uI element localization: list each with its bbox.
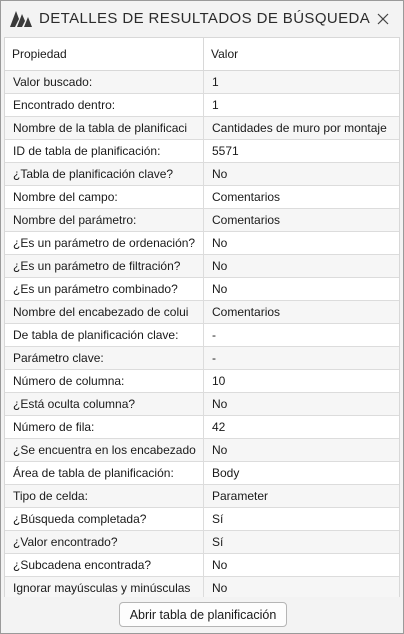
- property-cell: ¿Valor encontrado?: [5, 531, 204, 553]
- property-cell: De tabla de planificación clave:: [5, 324, 204, 346]
- property-cell: Número de fila:: [5, 416, 204, 438]
- table-row[interactable]: [5, 531, 399, 554]
- property-cell: ¿Subcadena encontrada?: [5, 554, 204, 576]
- table-row[interactable]: [5, 209, 399, 232]
- value-cell: 1: [212, 98, 219, 112]
- value-cell: Comentarios: [212, 305, 281, 319]
- table-row[interactable]: [5, 439, 399, 462]
- value-cell: No: [212, 581, 228, 595]
- table-row[interactable]: [5, 232, 399, 255]
- value-cell: -: [212, 351, 216, 365]
- value-cell: Cantidades de muro por montaje: [212, 121, 387, 135]
- value-cell: 10: [212, 374, 226, 388]
- table-row[interactable]: [5, 554, 399, 577]
- table-row[interactable]: [5, 508, 399, 531]
- title-bar[interactable]: [1, 1, 403, 37]
- table-row[interactable]: [5, 462, 399, 485]
- property-cell: ¿Tabla de planificación clave?: [5, 163, 204, 185]
- table-row[interactable]: [5, 393, 399, 416]
- property-cell: ¿Se encuentra en los encabezado: [5, 439, 204, 461]
- property-cell: Área de tabla de planificación:: [5, 462, 204, 484]
- table-header: [5, 38, 399, 71]
- close-icon: [377, 13, 389, 25]
- column-header-property[interactable]: Propiedad: [5, 38, 204, 70]
- window-title: DETALLES DE RESULTADOS DE BÚSQUEDA: [39, 10, 371, 27]
- value-cell: -: [212, 328, 216, 342]
- value-cell: Body: [212, 466, 240, 480]
- property-cell: Nombre de la tabla de planificaci: [5, 117, 204, 139]
- property-cell: ¿Es un parámetro de filtración?: [5, 255, 204, 277]
- table-row[interactable]: [5, 416, 399, 439]
- column-header-value[interactable]: Valor: [211, 47, 239, 61]
- property-cell: ¿Es un parámetro de ordenación?: [5, 232, 204, 254]
- property-cell: ¿Búsqueda completada?: [5, 508, 204, 530]
- footer-bar: [1, 597, 403, 633]
- value-cell: No: [212, 259, 228, 273]
- property-cell: Encontrado dentro:: [5, 94, 204, 116]
- value-cell: No: [212, 558, 228, 572]
- value-cell: Sí: [212, 535, 224, 549]
- property-cell: Parámetro clave:: [5, 347, 204, 369]
- property-cell: ID de tabla de planificación:: [5, 140, 204, 162]
- table-row[interactable]: [5, 186, 399, 209]
- property-cell: Número de columna:: [5, 370, 204, 392]
- open-schedule-button[interactable]: Abrir tabla de planificación: [119, 602, 287, 627]
- value-cell: No: [212, 282, 228, 296]
- value-cell: 1: [212, 75, 219, 89]
- value-cell: Parameter: [212, 489, 269, 503]
- table-row[interactable]: [5, 71, 399, 94]
- value-cell: No: [212, 236, 228, 250]
- table-row[interactable]: [5, 140, 399, 163]
- value-cell: Sí: [212, 512, 224, 526]
- table-row[interactable]: [5, 347, 399, 370]
- table-row[interactable]: [5, 485, 399, 508]
- table-row[interactable]: [5, 117, 399, 140]
- table-body: [5, 71, 399, 600]
- table-row[interactable]: [5, 163, 399, 186]
- property-cell: Nombre del parámetro:: [5, 209, 204, 231]
- table-row[interactable]: [5, 255, 399, 278]
- app-logo-icon: [10, 11, 32, 27]
- property-cell: ¿Es un parámetro combinado?: [5, 278, 204, 300]
- property-cell: Tipo de celda:: [5, 485, 204, 507]
- value-cell: Comentarios: [212, 190, 281, 204]
- property-cell: Nombre del campo:: [5, 186, 204, 208]
- table-row[interactable]: [5, 301, 399, 324]
- property-cell: Valor buscado:: [5, 71, 204, 93]
- value-cell: 42: [212, 420, 226, 434]
- property-cell: Ignorar mayúsculas y minúsculas: [5, 577, 204, 599]
- value-cell: 5571: [212, 144, 239, 158]
- table-row[interactable]: [5, 94, 399, 117]
- close-button[interactable]: [373, 9, 393, 29]
- table-row[interactable]: [5, 278, 399, 301]
- value-cell: Comentarios: [212, 213, 281, 227]
- property-cell: Nombre del encabezado de colui: [5, 301, 204, 323]
- table-row[interactable]: [5, 324, 399, 347]
- value-cell: No: [212, 443, 228, 457]
- table-row[interactable]: [5, 370, 399, 393]
- properties-table: [4, 37, 400, 601]
- value-cell: No: [212, 397, 228, 411]
- value-cell: No: [212, 167, 228, 181]
- property-cell: ¿Está oculta columna?: [5, 393, 204, 415]
